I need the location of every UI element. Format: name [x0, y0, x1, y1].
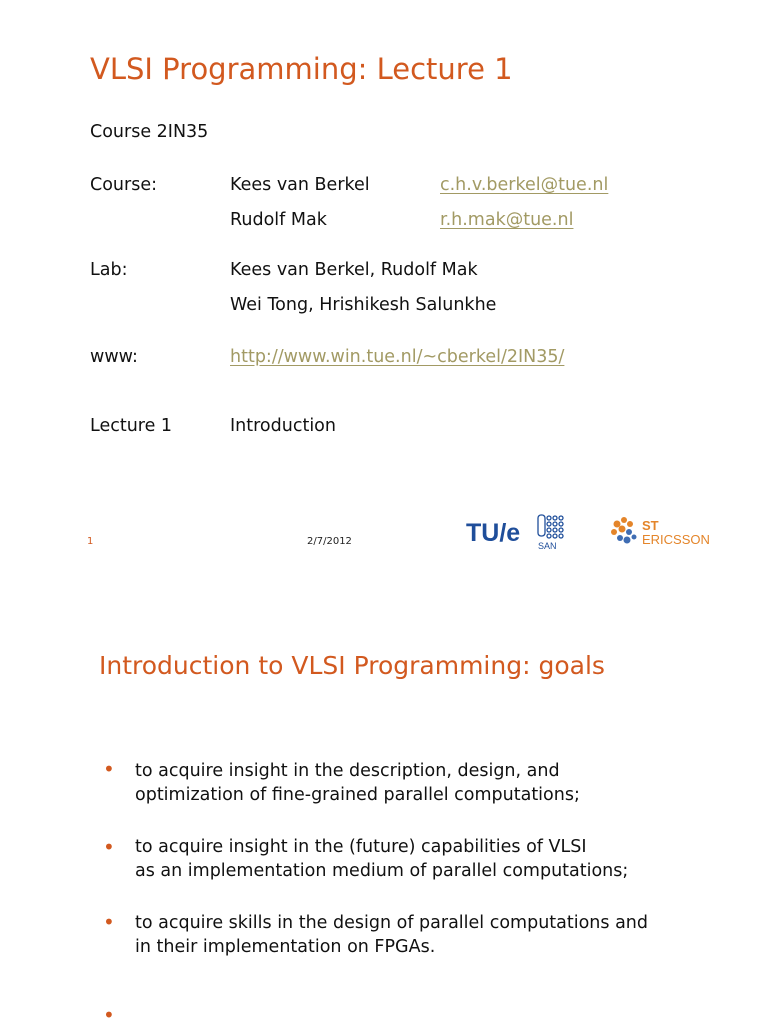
slide-1-title: VLSI Programming: Lecture 1 — [90, 52, 513, 86]
bullet-icon: • — [103, 910, 115, 934]
bullet-1-line-2: optimization of fine-grained parallel computations; — [135, 785, 580, 805]
email-link-berkel[interactable]: c.h.v.berkel@tue.nl — [440, 175, 609, 195]
email-link-mak[interactable]: r.h.mak@tue.nl — [440, 210, 574, 230]
slide-date: 2/7/2012 — [307, 536, 352, 547]
course-website-link[interactable]: http://www.win.tue.nl/~cberkel/2IN35/ — [230, 347, 565, 367]
svg-text:SAN: SAN — [538, 541, 557, 551]
lab-label: Lab: — [90, 260, 128, 280]
bullet-3-line-1: to acquire skills in the design of parallel computations and — [135, 913, 648, 933]
bullet-icon: • — [103, 835, 115, 859]
bullet-2-line-2: as an implementation medium of parallel computations; — [135, 861, 629, 881]
course-person-1: Kees van Berkel — [230, 175, 370, 195]
lab-line-2: Wei Tong, Hrishikesh Salunkhe — [230, 295, 497, 315]
st-ericsson-logo — [610, 514, 714, 550]
lecture-label: Lecture 1 — [90, 416, 173, 436]
svg-text:ST: ST — [642, 518, 659, 533]
slide-2 — [0, 600, 768, 1027]
slide-number: 1 — [87, 536, 94, 547]
lecture-topic: Introduction — [230, 416, 336, 436]
svg-text:ERICSSON: ERICSSON — [642, 532, 710, 547]
bullet-item — [103, 835, 115, 859]
tue-san-logo — [466, 512, 572, 552]
bullet-3-line-2: in their implementation on FPGAs. — [135, 937, 436, 957]
bullet-item-empty — [103, 1003, 115, 1027]
bullet-icon: • — [103, 1003, 115, 1027]
course-person-2: Rudolf Mak — [230, 210, 327, 230]
www-label: www: — [90, 347, 138, 367]
lab-line-1: Kees van Berkel, Rudolf Mak — [230, 260, 478, 280]
bullet-icon: • — [103, 757, 115, 781]
bullet-item — [103, 757, 115, 781]
course-label: Course: — [90, 175, 157, 195]
bullet-1-line-1: to acquire insight in the description, design, and — [135, 761, 560, 781]
course-code: Course 2IN35 — [90, 122, 209, 142]
bullet-item — [103, 910, 115, 934]
svg-text:TU/e: TU/e — [466, 519, 521, 547]
slide-2-title: Introduction to VLSI Programming: goals — [99, 651, 605, 680]
bullet-2-line-1: to acquire insight in the (future) capabilities of VLSI — [135, 837, 587, 857]
